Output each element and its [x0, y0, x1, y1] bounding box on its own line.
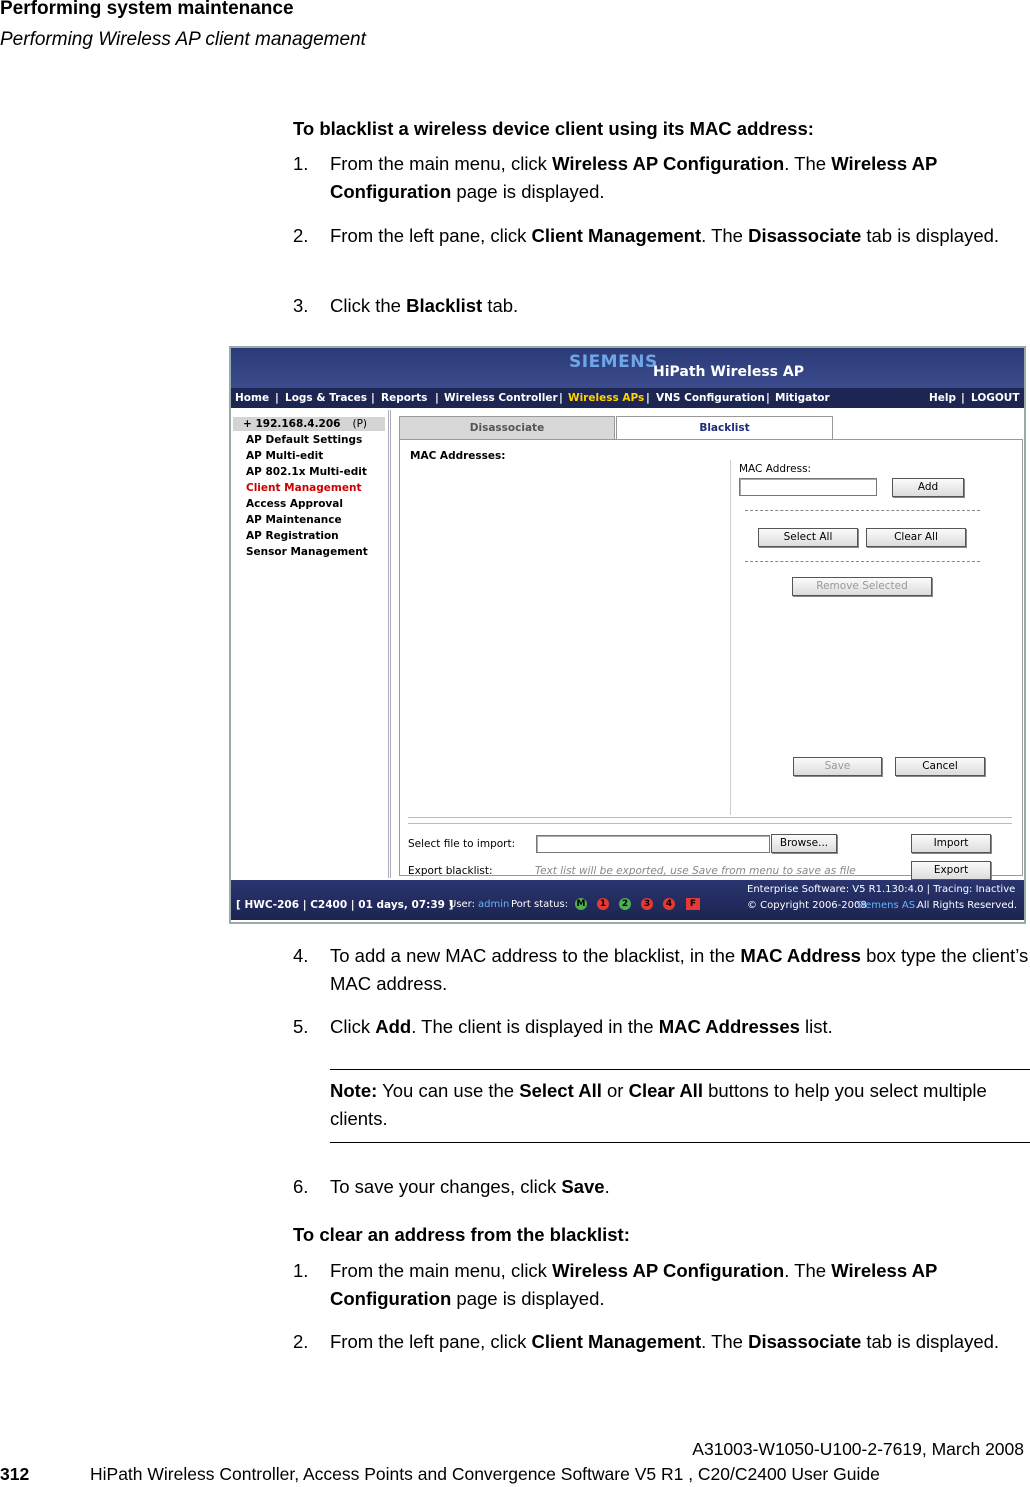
note-box: [330, 1069, 1030, 1143]
page-number: 312: [0, 1464, 30, 1484]
controller-info: [ HWC-206 | C2400 | 01 days, 07:39 ]: [236, 899, 454, 911]
step-text: From the left pane, click Client Management. The Disassociate tab is displayed.: [330, 225, 1000, 246]
step-text: Click the Blacklist tab.: [330, 295, 519, 316]
step-text: Click Add. The client is displayed in the MAC Addresses list.: [330, 1016, 833, 1037]
left-item-client-management[interactable]: Client Management: [246, 482, 362, 494]
left-item-ap-multi-edit[interactable]: AP Multi-edit: [246, 450, 324, 462]
step-number: 3.: [293, 295, 309, 316]
port-1-icon: 1: [597, 898, 609, 910]
nav-home[interactable]: Home: [235, 392, 270, 404]
remove-selected-button[interactable]: Remove Selected: [792, 577, 932, 596]
divider: [730, 460, 731, 815]
import-label: Select file to import:: [408, 838, 516, 850]
nav-help[interactable]: Help: [929, 392, 957, 404]
add-button[interactable]: Add: [892, 478, 964, 497]
port-2-icon: 2: [619, 898, 631, 910]
step-number: 1.: [293, 1260, 309, 1281]
tab-blacklist[interactable]: Blacklist: [616, 416, 833, 440]
footer-title: HiPath Wireless Controller, Access Points and Convergence Software V5 R1 , C20/C2400 User Guide: [90, 1464, 880, 1484]
ui-screenshot: [229, 346, 1026, 924]
port-m-icon: M: [576, 899, 586, 909]
step-text: From the left pane, click Client Management. The Disassociate tab is displayed.: [330, 1331, 1000, 1352]
select-all-button[interactable]: Select All: [758, 528, 858, 547]
blacklist-panel: [399, 439, 1023, 876]
nav-vns-configuration[interactable]: VNS Configuration: [656, 392, 765, 404]
product-name: HiPath Wireless AP: [653, 364, 804, 380]
step-text: From the main menu, click Wireless AP Configuration. The Wireless AP Configuration page is displayed.: [330, 1260, 937, 1309]
app-banner: [231, 348, 1024, 388]
step-number: 4.: [293, 945, 309, 966]
company-link[interactable]: Siemens AS.: [856, 900, 919, 911]
import-file-input[interactable]: [536, 835, 770, 853]
separator: [745, 561, 980, 562]
user-label: User:: [449, 899, 475, 910]
note-text: Note: You can use the Select All or Clear All buttons to help you select multiple clients.: [330, 1080, 987, 1129]
step-text: To save your changes, click Save.: [330, 1176, 610, 1197]
left-item-ap-default-settings[interactable]: AP Default Settings: [246, 434, 363, 446]
content-area: [391, 410, 1024, 878]
step-number: 1.: [293, 153, 309, 174]
export-button[interactable]: Export: [911, 861, 991, 880]
ap-tree-root[interactable]: + 192.168.4.206 (P): [233, 417, 385, 431]
port-status-label: Port status:: [511, 899, 569, 910]
save-button[interactable]: Save: [793, 757, 882, 776]
left-item-ap-registration[interactable]: AP Registration: [246, 530, 339, 542]
document-id: A31003-W1050-U100-2-7619, March 2008: [692, 1439, 1024, 1459]
procedure-heading: To blacklist a wireless device client using its MAC address:: [293, 118, 814, 139]
export-hint: Text list will be exported, use Save from menu to save as file: [535, 865, 856, 877]
step-number: 6.: [293, 1176, 309, 1197]
procedure-heading: To clear an address from the blacklist:: [293, 1224, 630, 1245]
nav-logs-traces[interactable]: Logs & Traces: [285, 392, 368, 404]
separator: [408, 823, 1012, 824]
step-number: 2.: [293, 225, 309, 246]
nav-mitigator[interactable]: Mitigator: [775, 392, 830, 404]
nav-logout[interactable]: LOGOUT: [971, 392, 1020, 404]
left-pane: [231, 410, 391, 878]
clear-all-button[interactable]: Clear All: [866, 528, 966, 547]
port-4-icon: 4: [663, 898, 675, 910]
mac-addresses-label: MAC Addresses:: [410, 450, 506, 462]
section-title: Performing system maintenance: [0, 0, 294, 19]
status-bar: [231, 880, 1024, 920]
rights: All Rights Reserved.: [917, 900, 1018, 911]
mac-address-label: MAC Address:: [739, 463, 812, 475]
left-item-sensor-management[interactable]: Sensor Management: [246, 546, 368, 558]
copyright: © Copyright 2006-2008: [747, 900, 867, 911]
nav-wireless-aps[interactable]: Wireless APs: [568, 392, 645, 404]
port-f-icon: F: [686, 898, 700, 910]
import-button[interactable]: Import: [911, 834, 991, 853]
step-text: To add a new MAC address to the blacklist, in the MAC Address box type the client’s MAC address.: [330, 945, 1029, 994]
export-label: Export blacklist:: [408, 865, 493, 877]
cancel-button[interactable]: Cancel: [895, 757, 985, 776]
subsection-title: Performing Wireless AP client management: [0, 29, 366, 50]
user-name: admin: [478, 899, 510, 910]
nav-wireless-controller[interactable]: Wireless Controller: [444, 392, 558, 404]
left-item-ap-maintenance[interactable]: AP Maintenance: [246, 514, 342, 526]
separator: [745, 510, 980, 511]
step-number: 5.: [293, 1016, 309, 1037]
browse-button[interactable]: Browse...: [771, 834, 837, 853]
siemens-logo: SIEMENS: [569, 352, 658, 372]
mac-address-input[interactable]: [739, 478, 877, 496]
step-text: From the main menu, click Wireless AP Configuration. The Wireless AP Configuration page is displayed.: [330, 153, 937, 202]
nav-reports[interactable]: Reports: [381, 392, 428, 404]
left-item-ap-8021x-multi-edit[interactable]: AP 802.1x Multi-edit: [246, 466, 367, 478]
port-3-icon: 3: [641, 898, 653, 910]
tab-disassociate[interactable]: Disassociate: [399, 416, 615, 440]
main-nav: Home | Logs & Traces | Reports | Wireless Controller | Wireless APs | VNS Configuration | Mitigator Help | LOGOUT: [231, 388, 1024, 408]
software-info: Enterprise Software: V5 R1.130:4.0 | Tracing: Inactive: [747, 884, 1016, 895]
separator: [408, 817, 1012, 818]
left-item-access-approval[interactable]: Access Approval: [246, 498, 343, 510]
step-number: 2.: [293, 1331, 309, 1352]
